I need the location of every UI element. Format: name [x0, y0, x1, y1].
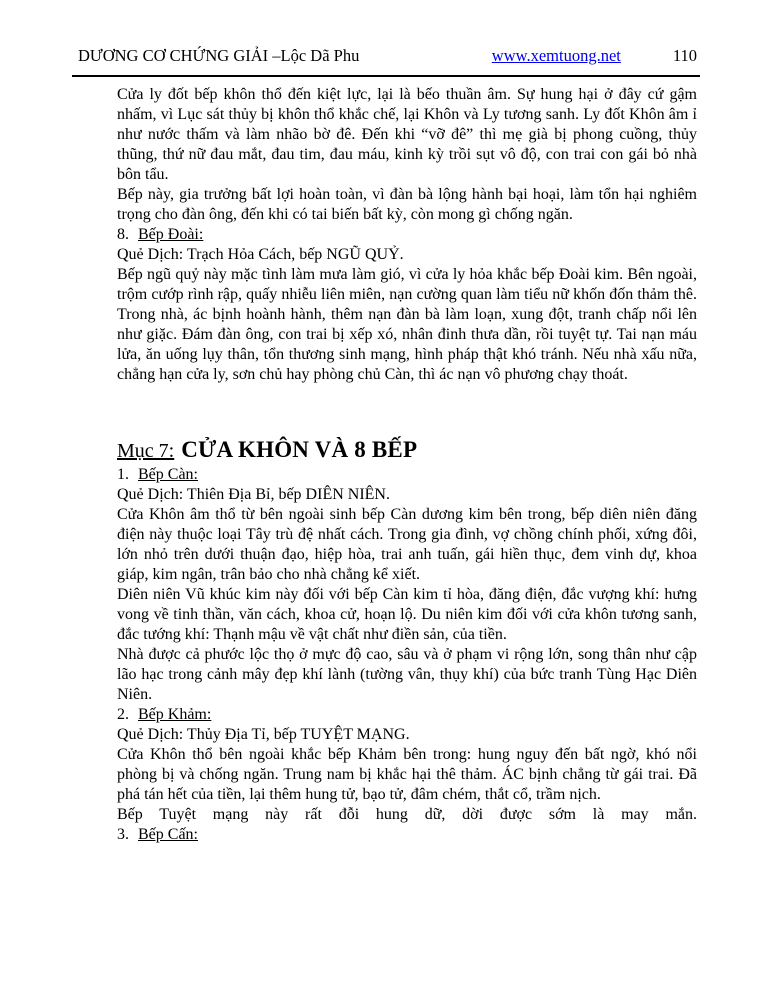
paragraph: Quẻ Dịch: Thủy Địa Tỉ, bếp TUYỆT MẠNG. — [117, 726, 410, 743]
paragraph: Bếp này, gia trưởng bất lợi hoàn toàn, vì đàn bà lộng hành bại hoại, làm tổn hại nghiêm trọng cho đàn ông, đến khi có tai biến bất kỳ, còn mong gì chống ngăn. — [117, 186, 697, 223]
paragraph: Quẻ Dịch: Thiên Địa Bỉ, bếp DIÊN NIÊN. — [117, 486, 390, 503]
paragraph: Quẻ Dịch: Trạch Hỏa Cách, bếp NGŨ QUỶ. — [117, 246, 404, 263]
section-label: Mục 7: — [117, 440, 175, 462]
website-link[interactable]: www.xemtuong.net — [491, 46, 621, 65]
heading-label: Bếp Cấn: — [138, 826, 198, 843]
heading-label: Bếp Khảm: — [138, 706, 212, 723]
paragraph: Cửa Khôn âm thổ từ bên ngoài sinh bếp Càn dương kim bên trong, bếp diên niên đăng điện này thuộc loại Tây trù đệ nhất cách. Trong gia đình, vợ chồng chính phối, xứng đôi, lớn nhỏ trên dưới thuận đạo, hiệp hòa, trai anh tuấn, gái hiền thục, đem vinh dự, khoa giáp, kim ngân, trân bảo cho nhà chẳng kể xiết. — [117, 506, 697, 583]
numbered-heading — [117, 825, 697, 845]
document-title: DƯƠNG CƠ CHỨNG GIẢI –Lộc Dã Phu — [78, 46, 360, 65]
heading-label: Bếp Đoài: — [138, 226, 204, 243]
section-gap — [117, 385, 697, 435]
page-header — [78, 46, 697, 66]
header-divider — [72, 75, 700, 77]
paragraph: Cửa Khôn thổ bên ngoài khắc bếp Khảm bên trong: hung nguy đến bất ngờ, khó nổi phòng bị và chống ngăn. Trung nam bị khắc hại thê thảm. ÁC bịnh chẳng từ gái trai. Đã phá tán hết của tiền, lại thêm hung tử, bạo tử, đâm chém, thắt cổ, trầm nịch. — [117, 746, 697, 803]
numbered-heading — [117, 705, 697, 725]
heading-number: 3. — [117, 826, 129, 843]
heading-number: 1. — [117, 466, 129, 483]
paragraph: Diên niên Vũ khúc kim này đối với bếp Càn kim tỉ hòa, đăng điện, đắc vượng khí: hưng vong về tinh thần, văn cách, khoa cử, hoạn lộ. Du niên kim đối với cửa khôn tương sanh, đắc tướng khí: Thạnh mậu về vật chất như điền sản, của tiền. — [117, 586, 697, 643]
page-number: 110 — [672, 46, 697, 65]
paragraph: Nhà được cả phước lộc thọ ở mực độ cao, sâu và ở phạm vi rộng lớn, song thân như cập lão hạc trong cảnh mây đẹp khí lành (tường vân, thụy khí) của bức tranh Tùng Hạc Diên Niên. — [117, 646, 697, 703]
paragraph: Bếp Tuyệt mạng này rất đỗi hung dữ, dời được sớm là may mắn. — [117, 806, 697, 823]
document-body — [117, 85, 697, 845]
section-title: CỬA KHÔN VÀ 8 BẾP — [181, 437, 418, 462]
section-heading — [117, 435, 697, 465]
paragraph: Cửa ly đốt bếp khôn thổ đến kiệt lực, lại là bếo thuần âm. Sự hung hại ở đây cứ gậm nhấm, vì Lục sát thủy bị khôn thổ khắc chế, lại Khôn và Ly tương sanh. Ly đốt Khôn âm ỉ như nước thấm và làm nhão bờ đê. Đến khi “vỡ đê” thì mẹ già bị phong cuồng, thủy thũng, thứ nữ đau mắt, đau tim, đau máu, kinh kỳ trồi sụt vô độ, con trai con gái bỏ nhà bôn tẩu. — [117, 86, 697, 183]
numbered-heading — [117, 225, 697, 245]
heading-number: 2. — [117, 706, 129, 723]
heading-label: Bếp Càn: — [138, 466, 198, 483]
numbered-heading — [117, 465, 697, 485]
paragraph: Bếp ngũ quỷ này mặc tình làm mưa làm gió, vì cửa ly hỏa khắc bếp Đoài kim. Bên ngoài, trộm cướp rình rập, quấy nhiễu liên miên, nạn cường quan làm tiểu nữ khốn đốn thảm thê. Trong nhà, ác bịnh hoành hành, thêm nạn đàn bà làm loạn, xung đột, tranh chấp nổi lên như giặc. Đám đàn ông, con trai bị xếp xó, nhân đinh thưa dần, rồi tuyệt tự. Tai nạn máu lửa, ăn uống lụy thân, tổn thương sinh mạng, hình pháp thật khó tránh. Nếu nhà xấu nữa, chẳng hạn cửa ly, sơn chủ hay phòng chủ Càn, thì ác nạn vô phương chạy thoát. — [117, 266, 697, 383]
heading-number: 8. — [117, 226, 129, 243]
